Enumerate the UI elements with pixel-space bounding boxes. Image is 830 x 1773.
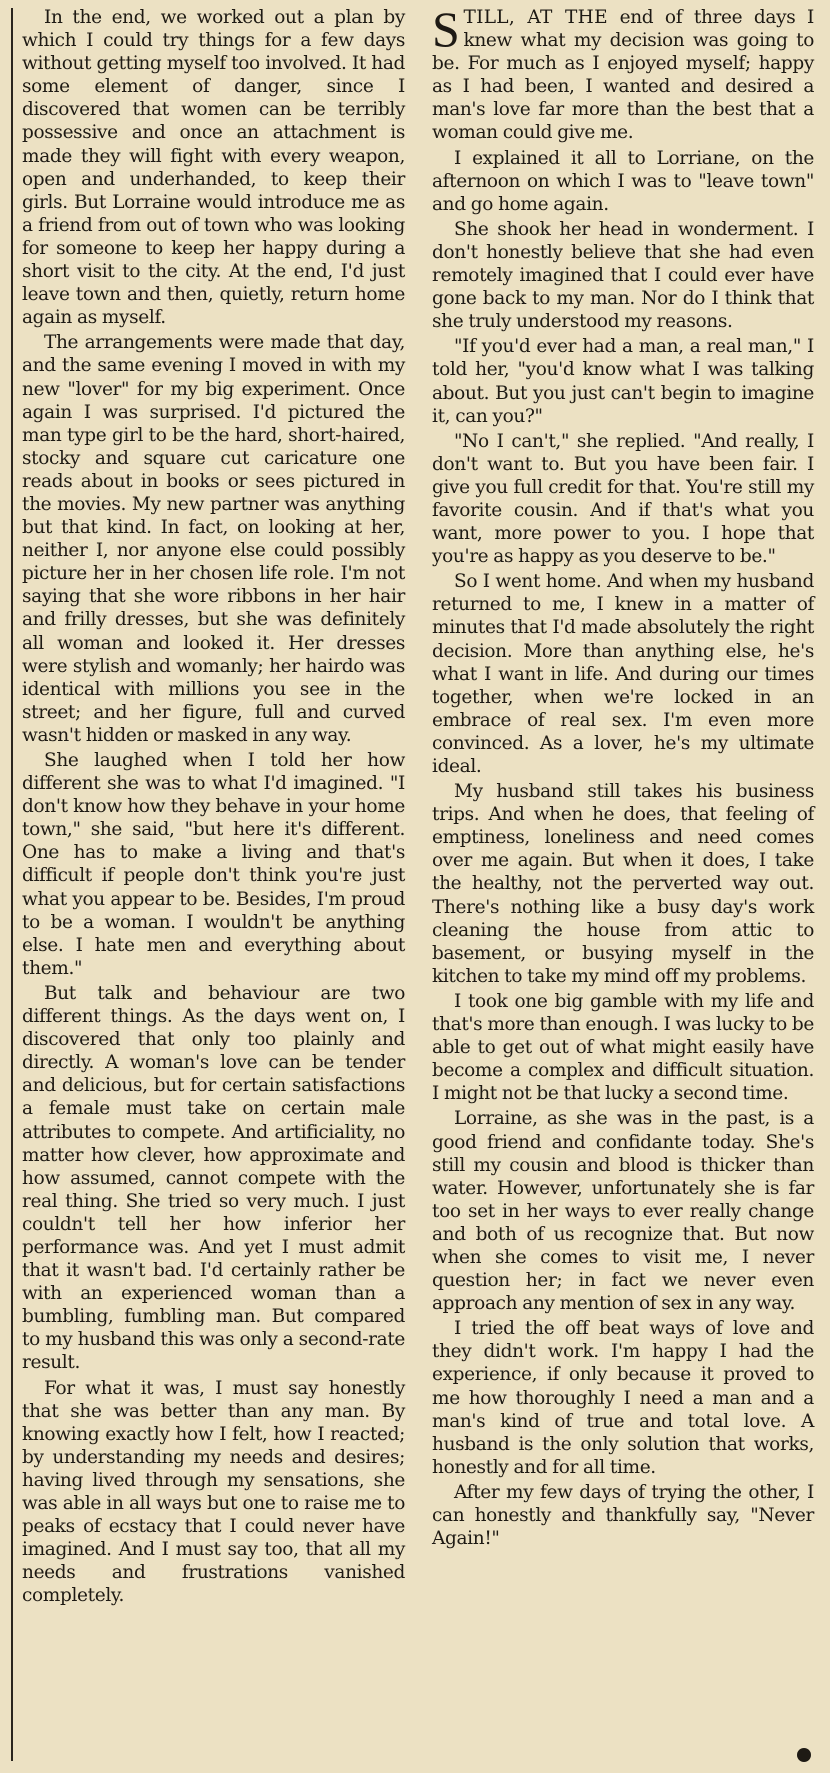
paragraph: For what it was, I must say honestly that she was better than any man. By knowing exactly how I felt, how I reacted; by understanding my needs and desires; having lived through my sensations, she was able in all ways but one to raise me to peaks of ecstacy that I could never have imagined. And I must say too, that all my needs and frustrations vanished completely.	[22, 1377, 405, 1607]
end-of-article-bullet-icon	[797, 1748, 811, 1762]
paragraph: I took one big gamble with my life and that's more than enough. I was lucky to be able to get out of what might easily have become a complex and difficult situation. I might not be that lucky a second time.	[432, 990, 814, 1105]
article-column-left	[22, 6, 405, 1609]
lead-text: end of three days I knew what my decision was going to be. For much as I enjoyed myself; happy as I had been, I wanted and desired a man's love far more than the best that a woman could give me.	[432, 7, 814, 144]
paragraph: I explained it all to Lorriane, on the afternoon on which I was to "leave town" and go home again.	[432, 147, 814, 215]
paragraph: "No I can't," she replied. "And really, I don't want to. But you have been fair. I give you full credit for that. You're still my favorite cousin. And if that's what you want, more power to you. I hope that you're as happy as you deserve to be."	[432, 430, 814, 568]
paragraph: She laughed when I told her how different she was to what I'd imagined. "I don't know how they behave in your home town," she said, "but here it's different. One has to make a living and that's difficult if people don't think you're just what you appear to be. Besides, I'm proud to be a woman. I wouldn't be anything else. I hate men and everything about them."	[22, 750, 405, 979]
drop-cap: S	[432, 1, 460, 57]
paragraph: She shook her head in wonderment. I don't honestly believe that she had even remotely imagined that I could ever have gone back to my man. Nor do I think that she truly understood my reasons.	[432, 218, 814, 333]
paragraph: But talk and behaviour are two different things. As the days went on, I discovered that only too plainly and directly. A woman's love can be tender and delicious, but for certain satisfactions a female must take on certain male attributes to compete. And artificiality, no matter how clever, how approximate and how assumed, cannot compete with the real thing. She tried so very much. I just couldn't tell her how inferior her performance was. And yet I must admit that it wasn't bad. I'd certainly rather be with an experienced woman than a bumbling, fumbling man. But compared to my husband this was only a second-rate result.	[22, 982, 405, 1374]
paragraph: So I went home. And when my husband returned to me, I knew in a matter of minutes that I'd made absolutely the right decision. More than anything else, he's what I want in life. And during our times together, when we're locked in an embrace of real sex. I'm even more convinced. As a lover, he's my ultimate ideal.	[432, 571, 814, 777]
article-column-right	[432, 1, 814, 1552]
section-lead-paragraph	[432, 1, 814, 145]
paragraph: I tried the off beat ways of love and they didn't work. I'm happy I had the experience, if only because it proved to me how thoroughly I need a man and a man's kind of true and total love. A husband is the only solution that works, honestly and for all time.	[432, 1318, 814, 1478]
paragraph: "If you'd ever had a man, a real man," I told her, "you'd know what I was talking about. But you just can't begin to imagine it, can you?"	[432, 336, 814, 427]
column-rule	[11, 8, 13, 1761]
paragraph: My husband still takes his business trips. And when he does, that feeling of emptiness, loneliness and need comes over me again. But when it does, I take the healthy, not the perverted way out. There's nothing like a busy day's work cleaning the house from attic to basement, or busying myself in the kitchen to take my mind off my problems.	[432, 781, 814, 987]
paragraph: After my few days of trying the other, I can honestly and thankfully say, "Never Again!"	[432, 1481, 814, 1550]
lead-caps: TILL, AT THE	[463, 7, 608, 28]
paragraph: Lorraine, as she was in the past, is a good friend and confidante today. She's still my cousin and blood is thicker than water. However, unfortunately she is far too set in her ways to ever really change and both of us recognize that. But now when she comes to visit me, I never question her; in fact we never even approach any mention of sex in any way.	[432, 1108, 814, 1315]
paragraph: In the end, we worked out a plan by which I could try things for a few days without getting myself too involved. It had some element of danger, since I discovered that women can be terribly possessive and once an attachment is made they will fight with every weapon, open and underhanded, to keep their girls. But Lorraine would introduce me as a friend from out of town who was looking for someone to keep her happy during a short visit to the city. At the end, I'd just leave town and then, quietly, return home again as myself.	[22, 7, 405, 329]
paragraph: The arrangements were made that day, and the same evening I moved in with my new "lover" for my big experiment. Once again I was surprised. I'd pictured the man type girl to be the hard, short-haired, stocky and square cut caricature one reads about in books or sees pictured in the movies. My new partner was anything but that kind. In fact, on looking at her, neither I, nor anyone else could possibly picture her in her chosen life role. I'm not saying that she wore ribbons in her hair and frilly dresses, but she was definitely all woman and looked it. Her dresses were stylish and womanly; her hairdo was identical with millions you see in the street; and her figure, full and curved wasn't hidden or masked in any way.	[22, 332, 405, 746]
